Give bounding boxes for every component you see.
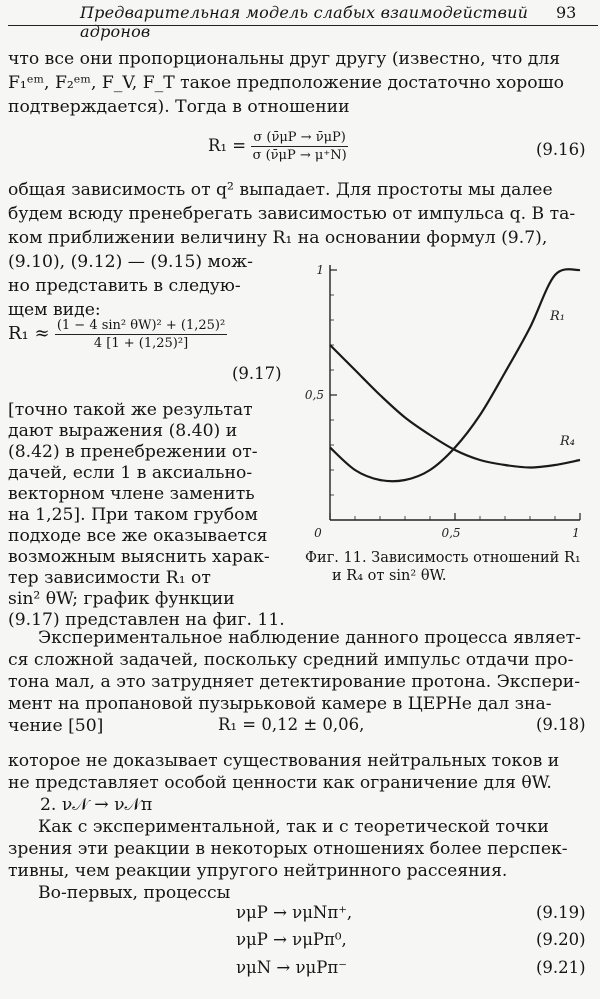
text-line: подходе все же оказывается [8,526,268,546]
text-line: F₁ᵉᵐ, F₂ᵉᵐ, F_V, F_T такое предположение достаточно хорошо [8,73,564,93]
fraction-numerator: (1 − 4 sin² θW)² + (1,25)² [56,318,226,333]
x-tick-label: 0,5 [441,526,461,540]
equation-9-19: νμP → νμNπ⁺, [236,903,353,922]
figure-caption-line: Фиг. 11. Зависимость отношений R₁ [305,550,581,566]
text-line: Во-первых, процессы [38,883,231,903]
section-heading: 2. ν𝒩 → ν𝒩π [40,795,153,815]
text-line: тивны, чем реакции упругого нейтринного рассеяния. [8,861,508,881]
text-line: (9.17) представлен на фиг. 11. [8,610,285,630]
running-header-title: Предварительная модель слабых взаимодействий адронов [80,3,529,41]
text-line: что все они пропорциональны друг другу (известно, что для [8,49,561,69]
series-line-r4 [330,345,580,468]
x-tick-label: 0 [314,526,322,540]
chart-axes [330,265,580,520]
equation-9-18: R₁ = 0,12 ± 0,06, [218,715,365,734]
text-line: которое не доказывает существования нейтральных токов и [8,751,560,771]
text-line: не представляет особой ценности как ограничение для θW. [8,773,552,793]
text-line: тер зависимости R₁ от [8,568,211,588]
equation-9-21: νμN → νμPπ⁻ [236,958,347,977]
text-line: чение [50] [8,716,104,736]
equation-number: (9.19) [536,903,586,922]
equation-number: (9.21) [536,958,586,977]
text-line: возможным выяснить харак- [8,547,270,567]
x-tick-label: 1 [572,526,580,540]
text-line: ся сложной задачей, поскольку средний импульс отдачи про- [8,650,574,670]
page-number: 93 [556,3,577,22]
equation-number: (9.17) [232,364,282,383]
text-line: [точно такой же результат [8,400,253,420]
text-line: щем виде: [8,300,101,320]
header-rule [8,25,598,26]
text-line: общая зависимость от q² выпадает. Для простоты мы далее [8,180,553,200]
text-line: ком приближении величину R₁ на основании формул (9.7), [8,228,548,248]
fraction [251,130,348,163]
text-line: Экспериментальное наблюдение данного процесса являет- [38,628,581,648]
equation-9-16 [208,130,348,163]
figure-caption-line: и R₄ от sin² θW. [332,568,447,584]
y-tick-label: 0,5 [304,388,324,402]
equation-number: (9.16) [536,140,586,159]
text-line: мент на пропановой пузырьковой камере в ЦЕРНе дал зна- [8,694,552,714]
fraction-numerator: σ (ν̄μP → ν̄μP) [253,130,346,145]
text-line: дают выражения (8.40) и [8,421,238,441]
equation-9-20: νμP → νμPπ⁰, [236,930,347,949]
text-line: но представить в следую- [8,276,241,296]
text-line: (8.42) в пренебрежении от- [8,442,258,462]
text-line: тона мал, а это затрудняет детектирование протона. Экспери- [8,672,581,692]
figure-11-chart [300,255,596,545]
text-line: Как с экспериментальной, так и с теоретической точки [38,817,549,837]
text-line: будем всюду пренебрегать зависимостью от импульса q. В та- [8,204,576,224]
text-line: на 1,25]. При таком грубом [8,505,258,525]
equation-lhs: R₁ = [208,136,247,155]
series-label: R₄ [560,434,575,449]
fraction-denominator: 4 [1 + (1,25)²] [93,336,189,351]
fraction-denominator: σ (ν̄μP → μ⁺N) [252,148,347,163]
equation-number: (9.18) [536,715,586,734]
text-line: (9.10), (9.12) — (9.15) мож- [8,252,253,272]
equation-lhs: R₁ ≈ [8,323,50,344]
text-line: дачей, если 1 в аксиально- [8,463,253,483]
text-line: зрения эти реакции в некоторых отношениях более перспек- [8,839,568,859]
equation-9-17 [8,318,227,351]
text-line: sin² θW; график функции [8,589,235,609]
text-line: подтверждается). Тогда в отношении [8,97,350,117]
y-tick-label: 1 [316,263,324,277]
equation-number: (9.20) [536,930,586,949]
series-label: R₁ [550,309,565,324]
fraction [55,318,227,351]
text-line: векторном члене заменить [8,484,255,504]
